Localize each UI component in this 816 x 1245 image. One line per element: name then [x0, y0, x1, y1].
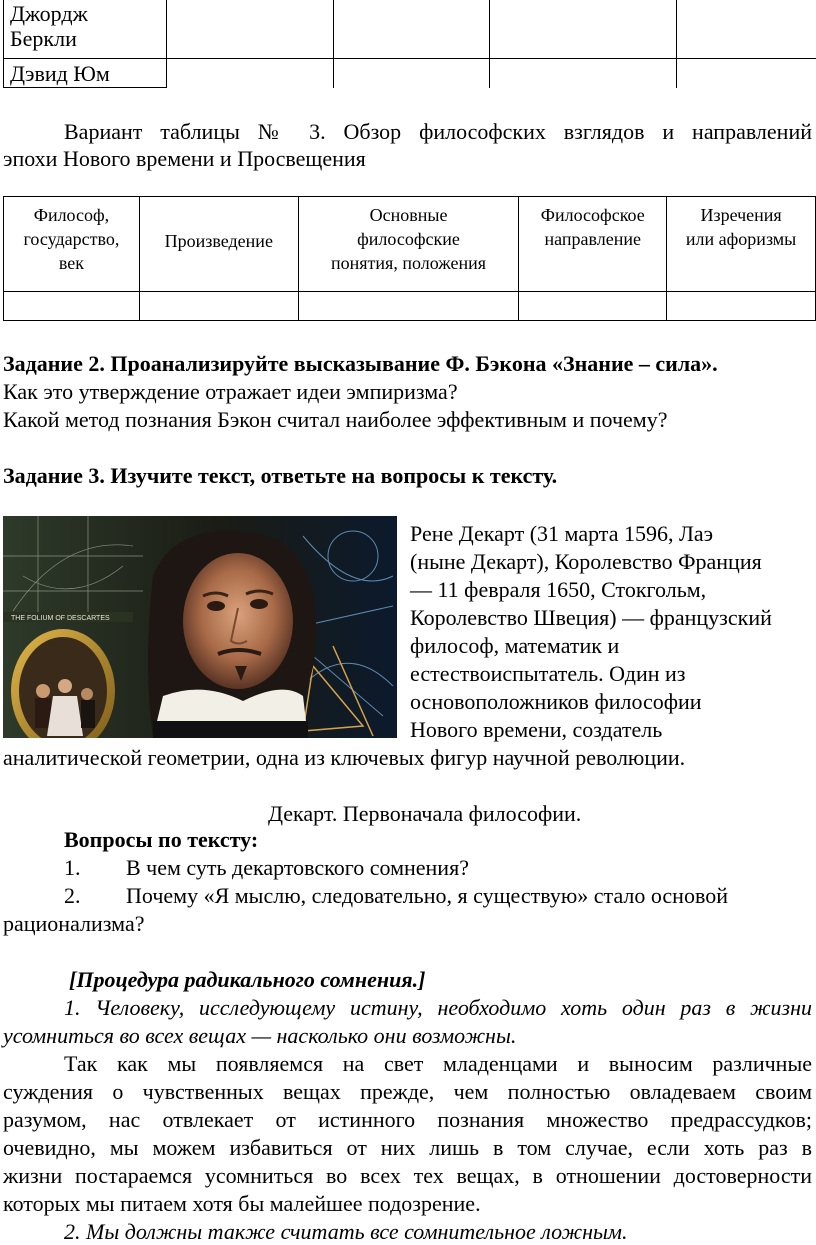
table-cell — [167, 59, 334, 88]
task-2-question-1: Как это утверждение отражает идеи эмпиризма? — [3, 379, 458, 404]
variant-line-1: Вариант таблицы № 3. Обзор философских взглядов и направлений — [64, 119, 812, 144]
table-cell — [676, 0, 816, 59]
descartes-portrait — [3, 516, 397, 738]
header-direction — [519, 197, 667, 292]
header-text: век — [58, 253, 84, 273]
header-text: понятия, положения — [331, 253, 487, 273]
table-cell — [667, 292, 816, 321]
header-text: Основные — [369, 205, 448, 225]
question-1-number: 1. — [64, 855, 81, 880]
table-cell — [167, 0, 334, 59]
text-title: Декарт. Первоначала философии. — [268, 801, 582, 826]
task-2-title: Задание 2. Проанализируйте высказывание Ф. Бэкона «Знание – сила». — [3, 351, 718, 376]
philosopher-name: Дэвид Юм — [10, 61, 110, 86]
header-text: государство, — [23, 229, 120, 249]
header-philosopher — [4, 197, 140, 292]
paragraph-2-last: которых мы питаем хотя бы малейшее подозрение. — [3, 1191, 481, 1216]
philosopher-name: Джордж — [10, 1, 88, 26]
paragraph-2-line-5: жизни постараемся усомниться во всех тех вещах, в отношении достоверности — [3, 1163, 812, 1188]
table-cell — [4, 0, 167, 59]
table-row — [4, 292, 816, 321]
paragraph-1-line-2: усомниться во всех вещах — насколько они возможны. — [3, 1023, 517, 1048]
table-cell — [298, 292, 519, 321]
bio-line-6: естествоиспытатель. Один из — [410, 661, 686, 686]
philosopher-name-2: Беркли — [10, 26, 77, 51]
bio-line-3: — 11 февраля 1650, Стокгольм, — [410, 577, 707, 602]
variant-line-2: эпохи Нового времени и Просвещения — [3, 146, 366, 171]
header-concepts — [298, 197, 519, 292]
table-cell — [519, 292, 667, 321]
header-aphorisms — [667, 197, 816, 292]
portrait-caption: THE FOLIUM OF DESCARTES — [11, 615, 110, 622]
bio-line-5: философ, математик и — [410, 633, 620, 658]
table-cell — [676, 59, 816, 88]
header-text: философские — [357, 229, 460, 249]
table-cell — [489, 59, 676, 88]
table-cell — [333, 0, 489, 59]
task-2-question-2: Какой метод познания Бэкон считал наиболее эффективным и почему? — [3, 407, 668, 432]
bio-line-2: (ныне Декарт), Королевство Франция — [410, 549, 762, 574]
bio-line-1: Рене Декарт (31 марта 1596, Лаэ — [410, 521, 714, 546]
header-text: направление — [544, 229, 641, 249]
table-cell — [4, 59, 167, 88]
question-1: В чем суть декартовского сомнения? — [126, 855, 469, 880]
portrait-image — [3, 516, 397, 738]
paragraph-2-line-2: суждения о чувственных вещах прежде, чем полностью овладеваем своим — [3, 1079, 812, 1104]
header-work — [139, 197, 298, 292]
table-cell — [139, 292, 298, 321]
question-2-continued: рационализма? — [3, 911, 145, 936]
table-cell — [4, 292, 140, 321]
paragraph-2-line-3: разумом, нас отвлекает от истинного познания множество предрассудков; — [3, 1107, 812, 1132]
header-text: Произведение — [164, 231, 273, 251]
table-cell — [489, 0, 676, 59]
table-row — [4, 0, 816, 59]
table-header-row — [4, 197, 816, 292]
procedure-heading: [Процедура радикального сомнения.] — [69, 967, 426, 992]
table-3 — [3, 196, 816, 321]
task-3-title: Задание 3. Изучите текст, ответьте на вопросы к тексту. — [3, 463, 558, 488]
bio-line-8: Нового времени, создатель — [410, 717, 663, 742]
paragraph-2-line-4: очевидно, мы можем избавиться от них лишь в том случае, если хоть раз в — [3, 1135, 812, 1160]
bio-line-4: Королевство Швеция) — французский — [410, 605, 772, 630]
philosophers-table — [3, 0, 816, 88]
header-text: Изречения — [700, 205, 782, 225]
header-text: Философ, — [33, 205, 110, 225]
header-text: или афоризмы — [685, 229, 797, 249]
questions-heading: Вопросы по тексту: — [64, 827, 259, 852]
question-2-number: 2. — [64, 883, 81, 908]
paragraph-1-line-1: 1. Человеку, исследующему истину, необходимо хоть один раз в жизни — [64, 995, 812, 1020]
paragraph-2-line-1: Так как мы появляемся на свет младенцами и выносим различные — [64, 1051, 812, 1076]
header-text: Философское — [540, 205, 645, 225]
paragraph-3: 2. Мы должны также считать все сомнительное ложным. — [64, 1219, 628, 1244]
bio-last-line: аналитической геометрии, одна из ключевых фигур научной революции. — [3, 745, 686, 770]
table-cell — [333, 59, 489, 88]
bio-line-7: основоположников философии — [410, 689, 702, 714]
table-row — [4, 59, 816, 88]
question-2: Почему «Я мыслю, следовательно, я существую» стало основой — [126, 883, 728, 908]
